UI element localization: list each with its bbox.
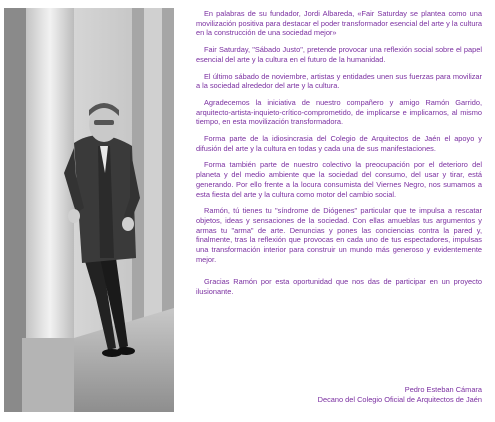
signature-title: Decano del Colegio Oficial de Arquitectos de Jaén: [317, 395, 482, 404]
paragraph: Fair Saturday, "Sábado Justo", pretende provocar una reflexión social sobre el papel esencial del arte y la cultura en el futuro de la humanidad.: [196, 45, 482, 64]
paragraph: Forma parte de la idiosincrasia del Colegio de Arquitectos de Jaén el apoyo y difusión del arte y la cultura en todas y cada una de sus manifestaciones.: [196, 134, 482, 153]
paragraph: Forma también parte de nuestro colectivo la preocupación por el deterioro del planeta y del medio ambiente que la sociedad del consumo, del usar y tirar, está generando. Por ello frente a la locura consumista del Viernes Negro, nos sumamos a esta fiesta del arte y la cultura como motor del cambio social.: [196, 160, 482, 199]
paragraph: El último sábado de noviembre, artistas y entidades unen sus fuerzas para movilizar a la sociedad alrededor del arte y la cultura.: [196, 71, 482, 91]
portrait-photo-drawing: [4, 8, 174, 412]
paragraph: En palabras de su fundador, Jordi Albareda, «Fair Saturday se plantea como una movilización positiva para destacar el poder transformador esencial del arte y la cultura en la construcción de una sociedad mejor»: [196, 9, 482, 38]
paragraph: Agradecemos la iniciativa de nuestro compañero y amigo Ramón Garrido, arquitecto-artista-inquieto-crítico-comprometido, de implicarse e implicarnos, al mismo tiempo, en esta movilización transformadora.: [196, 97, 482, 127]
portrait-photo: [4, 8, 174, 412]
closing-paragraph: Gracias Ramón por esta oportunidad que nos das de participar en un proyecto ilusionante.: [196, 277, 482, 297]
signature-block: [222, 385, 482, 405]
article-body: [196, 9, 482, 304]
signature-name: Pedro Esteban Cámara: [404, 385, 482, 394]
paragraph: Ramón, tú tienes tu "síndrome de Diógenes" particular que te impulsa a rescatar objetos, ideas y sensaciones de la sociedad. Con ellas amueblas tus argumentos y armas tu "arma" de arte. Denuncias y pones las conciencias contra la pared y, finalmente, tras la reflexión que provocas en cada uno de tus espectadores, impulsas una transformación interior para construir un mundo más generoso y evidentemente mejor.: [196, 206, 482, 264]
